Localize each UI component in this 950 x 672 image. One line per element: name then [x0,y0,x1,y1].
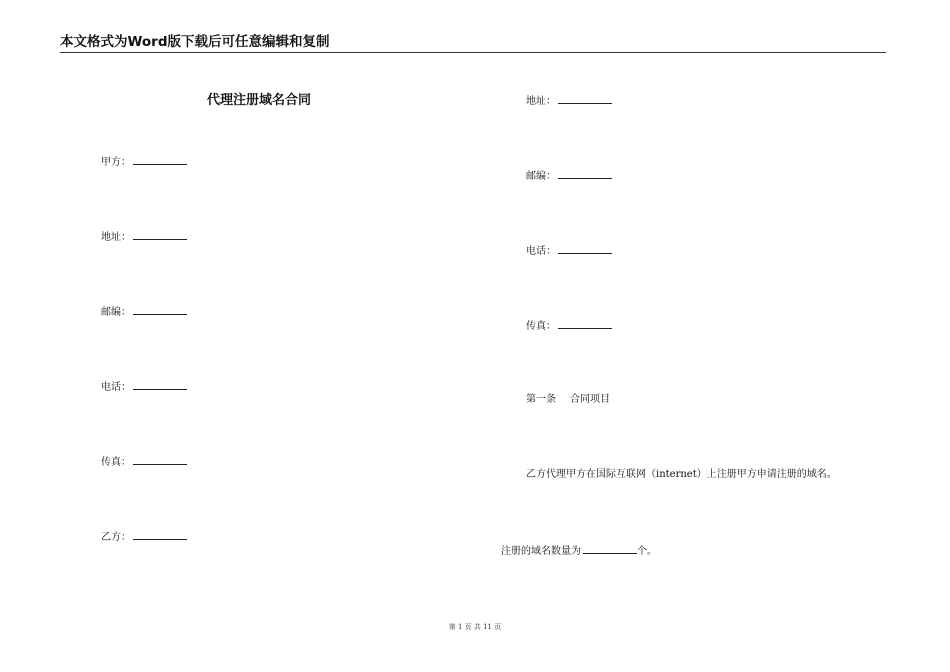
field-label: 传真： [101,457,131,468]
party-b-field [101,529,187,545]
article-title: 合同项目 [570,394,610,405]
paragraph-2 [501,543,657,559]
blank-line [133,229,187,240]
field-label: 地址： [101,232,131,243]
party-b-phone-field [526,243,612,259]
field-label: 电话： [101,382,131,393]
party-a-field [101,154,187,170]
blank-line [133,304,187,315]
blank-line [558,318,612,329]
address-field [101,229,187,245]
page-header [60,34,886,53]
blank-line [558,168,612,179]
field-label: 电话： [526,246,556,257]
party-b-fax-field [526,318,612,334]
header-text: 本文格式为Word版下载后可任意编辑和复制 [60,34,330,50]
paragraph-2-suffix: 个。 [637,546,657,557]
blank-line [558,243,612,254]
blank-line [133,154,187,165]
party-b-address-field [526,93,612,109]
paragraph-2-prefix: 注册的域名数量为 [501,546,581,557]
phone-field [101,379,187,395]
blank-line [558,93,612,104]
postcode-field [101,304,187,320]
fax-field [101,454,187,470]
article-number: 第一条 [526,394,556,405]
field-label: 邮编： [526,171,556,182]
page-footer: 第 1 页 共 11 页 [448,623,502,631]
field-label: 甲方： [101,157,131,168]
party-b-postcode-field [526,168,612,184]
blank-line [133,454,187,465]
field-label: 传真： [526,321,556,332]
document-title: 代理注册域名合同 [207,93,312,108]
article-heading [526,393,610,407]
blank-line [583,543,637,554]
blank-line [133,529,187,540]
blank-line [133,379,187,390]
field-label: 邮编： [101,307,131,318]
paragraph-1: 乙方代理甲方在国际互联网（internet）上注册甲方申请注册的域名。 [526,469,837,480]
field-label: 地址： [526,96,556,107]
field-label: 乙方： [101,532,131,543]
